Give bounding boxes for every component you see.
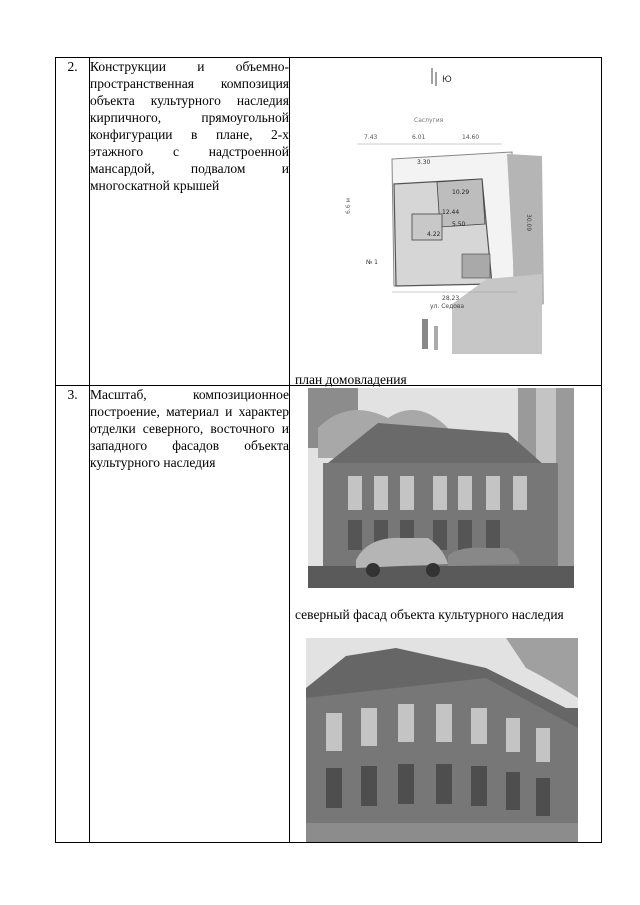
table-row [56,386,602,843]
image-caption: северный фасад объекта культурного наследия [295,607,564,622]
row-number: 2. [56,58,90,386]
image-cell [290,58,602,386]
dim-label: 5.50 [452,221,466,228]
lot-number: № 1 [366,259,378,266]
facade-photo-2 [306,638,578,842]
svg-text:6.6 м: 6.6 м [345,198,352,214]
dim-label: 6.01 [412,134,426,141]
svg-text:30.09: 30.09 [525,214,532,232]
dim-label: 3.30 [417,159,431,166]
row-number: 3. [56,386,90,843]
dim-label: 7.43 [364,134,378,141]
row-description: Масштаб, композиционное построение, материал и характер отделки северного, восточного и западного фасадов объекта культурного наследия [90,386,290,843]
dim-label: 12.44 [442,209,460,216]
row-description: Конструкции и объемно-пространственная композиция объекта культурного наследия кирпичного, прямоугольной конфигурации в плане, 2-х этажного с надстроенной мансардой, подвалом и многоскатной крышей [90,58,290,386]
area-label: Саслугия [414,117,444,124]
dim-label: 14.60 [462,134,480,141]
north-label: Ю [442,75,452,85]
image-caption: план домовладения [295,372,407,387]
table-row [56,58,602,386]
street-label: ул. Седова [430,303,465,310]
dim-label: 28.23 [442,295,460,302]
site-plan-drawing [302,64,597,359]
heritage-table [55,57,602,843]
image-cell [290,386,602,843]
dim-label: 10.29 [452,189,470,196]
dim-label: 4.22 [427,231,441,238]
north-facade-photo [308,388,574,588]
